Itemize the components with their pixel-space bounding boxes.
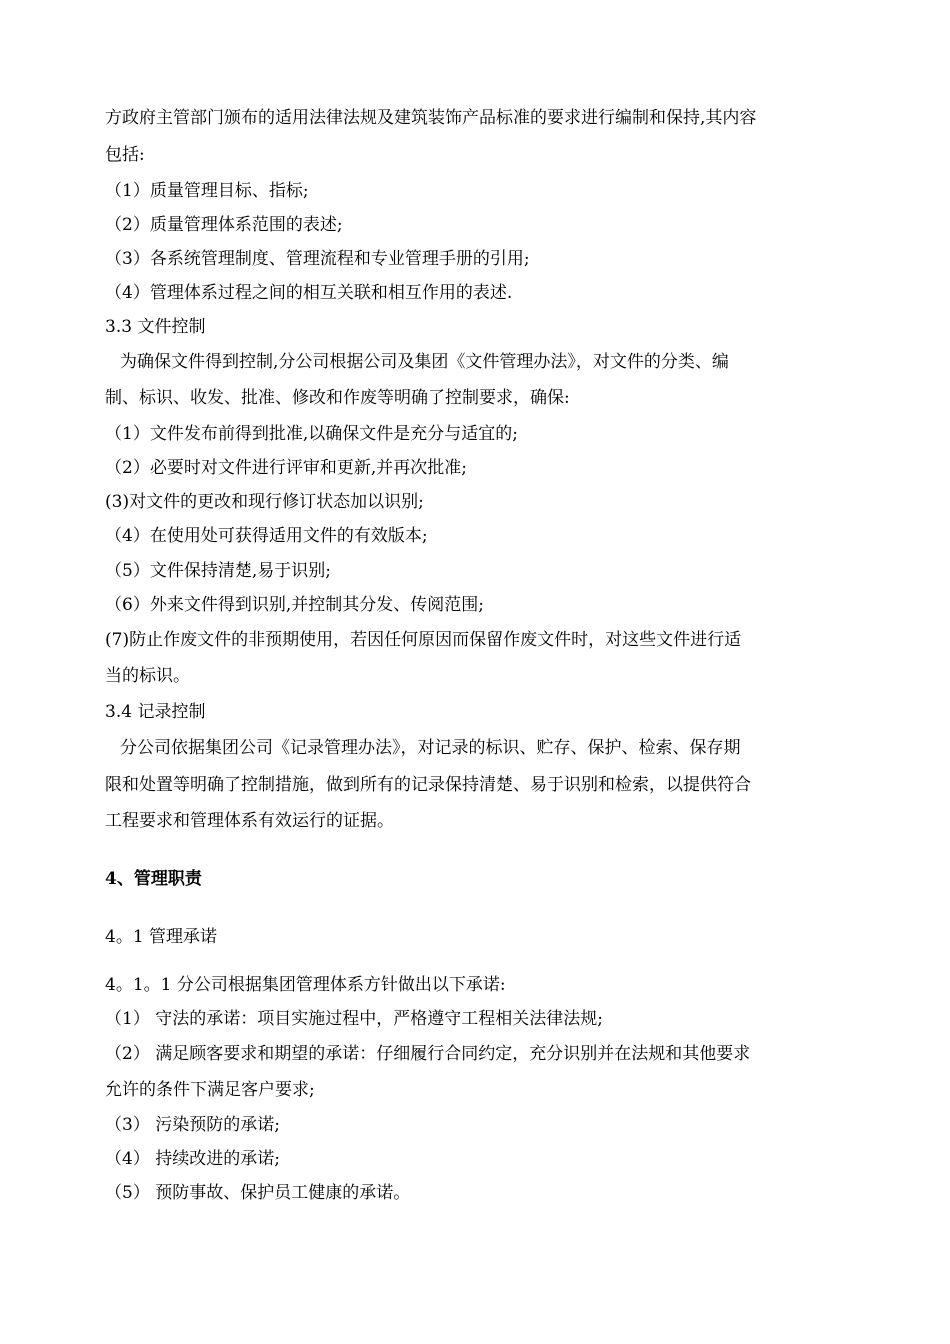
- list-item: （3） 污染预防的承诺;: [105, 1115, 280, 1135]
- paragraph-line: 方政府主管部门颁布的适用法律法规及建筑装饰产品标准的要求进行编制和保持,其内容: [105, 108, 757, 128]
- paragraph-line: 允许的条件下满足客户要求;: [105, 1080, 315, 1100]
- section-heading: 3.4 记录控制: [105, 702, 206, 722]
- paragraph-line: 当的标识。: [105, 666, 190, 686]
- list-item: （1）文件发布前得到批准,以确保文件是充分与适宜的;: [105, 424, 518, 444]
- paragraph-line: 限和处置等明确了控制措施，做到所有的记录保持清楚、易于识别和检索，以提供符合: [105, 775, 751, 795]
- list-item: (7)防止作废文件的非预期使用，若因任何原因而保留作废文件时，对这些文件进行适: [105, 630, 742, 650]
- list-item: （4）在使用处可获得适用文件的有效版本;: [105, 526, 428, 546]
- subsection-heading: 4。1。1 分公司根据集团管理体系方针做出以下承诺:: [105, 975, 506, 995]
- list-item: （2）必要时对文件进行评审和更新,并再次批准;: [105, 458, 467, 478]
- paragraph-line: 工程要求和管理体系有效运行的证据。: [105, 811, 394, 831]
- list-item: （1）质量管理目标、指标;: [105, 181, 309, 201]
- list-item: (3)对文件的更改和现行修订状态加以识别;: [105, 492, 424, 512]
- list-item: （5）文件保持清楚,易于识别;: [105, 561, 331, 581]
- chapter-heading: 4、管理职责: [105, 869, 202, 889]
- section-heading: 3.3 文件控制: [105, 317, 206, 337]
- paragraph-line: 制、标识、收发、批准、修改和作废等明确了控制要求，确保:: [105, 388, 570, 408]
- paragraph-line: 分公司依据集团公司《记录管理办法》，对记录的标识、贮存、保护、检索、保存期: [120, 738, 741, 758]
- section-heading: 4。1 管理承诺: [105, 927, 218, 947]
- paragraph-line: 包括:: [105, 145, 145, 165]
- paragraph-line: 为确保文件得到控制,分公司根据公司及集团《文件管理办法》，对文件的分类、编: [120, 352, 729, 372]
- list-item: （2）质量管理体系范围的表述;: [105, 215, 343, 235]
- list-item: （4） 持续改进的承诺;: [105, 1149, 280, 1169]
- list-item: （2） 满足顾客要求和期望的承诺：仔细履行合同约定，充分识别并在法规和其他要求: [105, 1044, 751, 1064]
- list-item: （3）各系统管理制度、管理流程和专业管理手册的引用;: [105, 249, 530, 269]
- list-item: （6）外来文件得到识别,并控制其分发、传阅范围;: [105, 595, 484, 615]
- list-item: （1） 守法的承诺：项目实施过程中，严格遵守工程相关法律法规;: [105, 1009, 603, 1029]
- list-item: （4）管理体系过程之间的相互关联和相互作用的表述.: [105, 283, 513, 303]
- list-item: （5） 预防事故、保护员工健康的承诺。: [105, 1183, 411, 1203]
